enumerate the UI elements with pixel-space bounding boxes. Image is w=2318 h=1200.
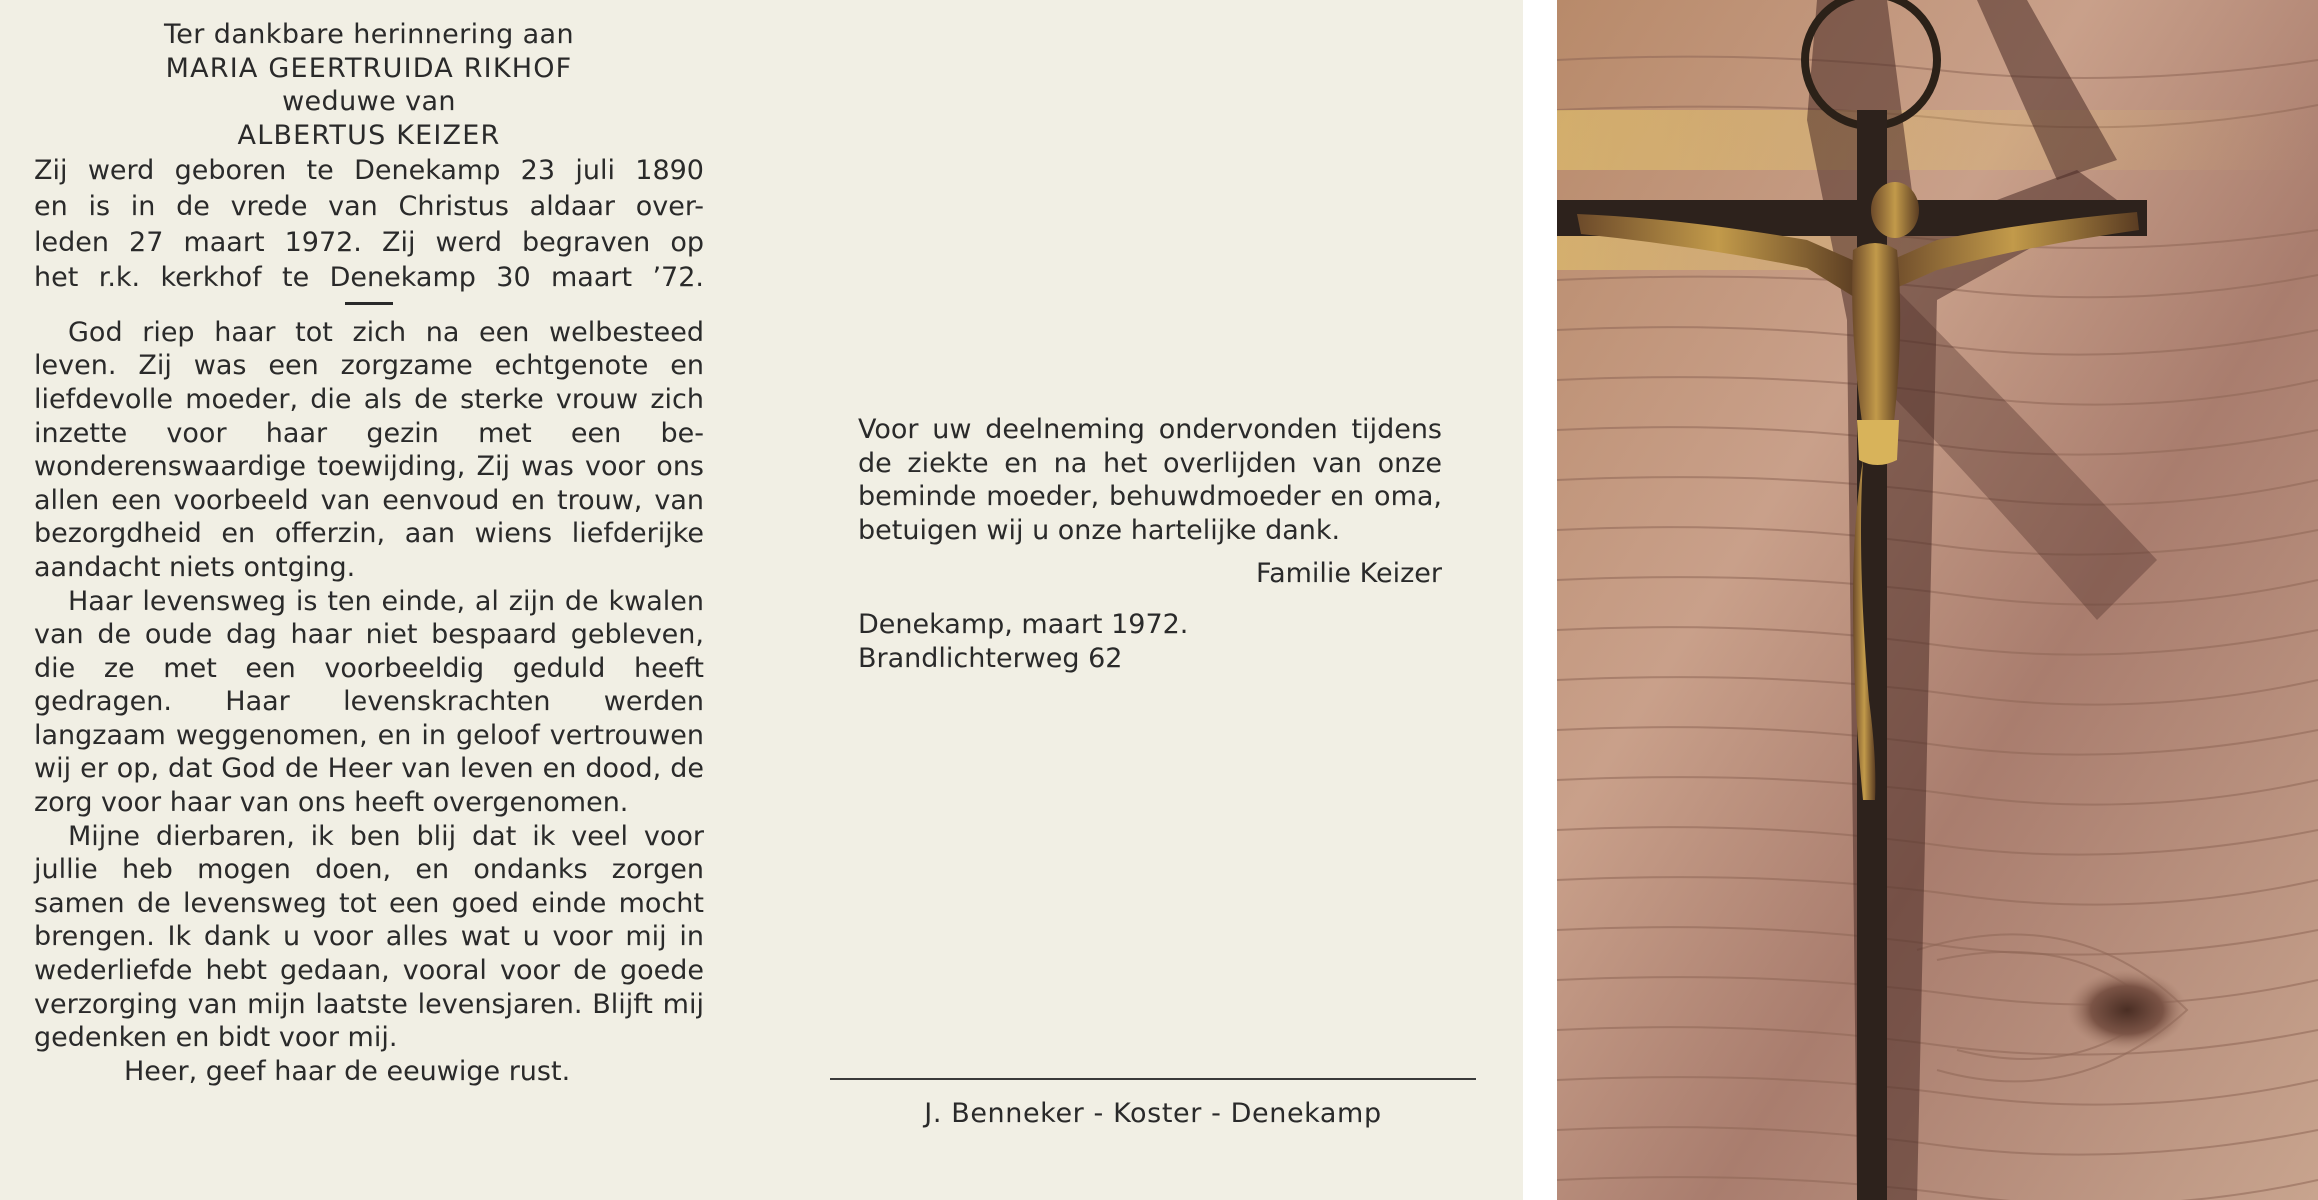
widow-of-line: weduwe van <box>282 86 456 118</box>
crucifix-illustration <box>1557 0 2318 1200</box>
dedication-line: Ter dankbare herinnering aan <box>163 19 575 50</box>
paragraph-god-called: God riep haar tot zich na een welbesteed leven. Zij was een zorgzame echtgenote en liefdevolle moeder, die als de sterke vrouw zich inzette voor haar gezin met een bewonderenswaardige toewijding, Zij was voor ons allen een voorbeeld van eenvoud en trouw, van bezorgdheid en offerzin, aan wiens liefderijke aandacht niets ontging. <box>34 316 704 583</box>
printer-rule <box>830 1078 1476 1080</box>
spouse-name: ALBERTUS KEIZER <box>237 119 501 151</box>
light-beam-top <box>1557 110 2318 170</box>
figure-head <box>1871 182 1919 238</box>
figure-loincloth <box>1857 420 1899 465</box>
deceased-name: MARIA GEERTRUIDA RIKHOF <box>165 52 573 84</box>
crucifix-photo <box>1557 0 2318 1200</box>
separator-rule <box>345 302 393 305</box>
family-signature: Familie Keizer <box>1256 558 1442 590</box>
thanks-text: Voor uw deelneming ondervonden tijdens de ziekte en na het overlijden van onze beminde moeder, behuwdmoeder en oma, betuigen wij u onze hartelijke dank. <box>858 414 1442 546</box>
bio-line-4: het r.k. kerkhof te Denekamp 30 maart ’72. <box>34 262 704 294</box>
printer-credit: J. Benneker - Koster - Denekamp <box>924 1098 1382 1129</box>
closing-prayer: Heer, geef haar de eeuwige rust. <box>124 1055 571 1087</box>
bio-line-3: leden 27 maart 1972. Zij werd begraven op <box>34 226 704 258</box>
wood-knot <box>2067 970 2187 1050</box>
bio-line-2: en is in de vrede van Christus aldaar over- <box>34 190 704 222</box>
paragraph-dear-ones: Mijne dierbaren, ik ben blij dat ik veel voor jullie heb mogen doen, en ondanks zorgen samen de levensweg tot een goed einde mocht brengen. Ik dank u voor alles wat u voor mij in wederliefde hebt gedaan, vooral voor de goede verzorging van mijn laatste levensjaren. Blijft mij gedenken en bidt voor mij. <box>34 820 704 1054</box>
left-panel <box>34 18 704 1088</box>
paragraph-life-path: Haar levensweg is ten einde, al zijn de kwalen van de oude dag haar niet bespaard gebleven, die ze met een voorbeeldig geduld heeft gedragen. Haar levenskrachten werden langzaam weggenomen, en in geloof vertrouwen wij er op, dat God de Heer van leven en dood, de zorg voor haar van ons heeft overgenomen. <box>34 585 704 819</box>
wood-background <box>1557 0 2318 1200</box>
bio-line-1: Zij werd geboren te Denekamp 23 juli 1890 <box>34 155 704 187</box>
right-panel <box>858 413 1442 675</box>
address: Brandlichterweg 62 <box>858 642 1123 674</box>
place-date: Denekamp, maart 1972. <box>858 608 1189 640</box>
